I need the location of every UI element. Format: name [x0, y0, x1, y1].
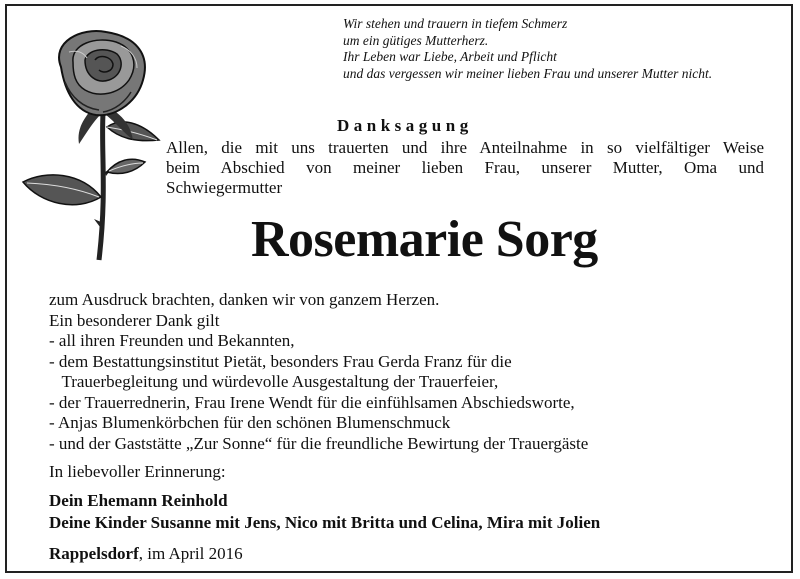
poem-line: um ein gütiges Mutterherz.: [343, 32, 489, 48]
intro-line: Allen, die mit uns trauerten und ihre Anteilnahme in so vielfältiger Weise: [166, 138, 764, 157]
rose-icon: [21, 22, 171, 262]
body-line: - der Trauerrednerin, Frau Irene Wendt für die einfühlsamen Abschiedsworte,: [49, 392, 575, 412]
poem-line: Wir stehen und trauern in tiefem Schmerz: [343, 16, 568, 31]
intro-text: [166, 138, 764, 198]
closing: In liebevoller Erinnerung:: [49, 462, 226, 481]
poem-line: und das vergessen wir meiner lieben Frau und unserer Mutter nicht.: [343, 65, 713, 81]
intro-line: Schwiegermutter: [166, 178, 283, 197]
thanks-body: [49, 290, 769, 454]
deceased-name: Rosemarie Sorg: [251, 211, 598, 268]
body-line: - all ihren Freunden und Bekannten,: [49, 331, 295, 350]
body-line: - und der Gaststätte „Zur Sonne“ für die freundliche Bewirtung der Trauergäste: [49, 433, 589, 453]
body-line: - dem Bestattungsinstitut Pietät, besonders Frau Gerda Franz für die: [49, 351, 512, 371]
poem-line: Ihr Leben war Liebe, Arbeit und Pflicht: [343, 49, 557, 64]
signers: [49, 490, 600, 534]
signer-line: Dein Ehemann Reinhold: [49, 491, 228, 510]
body-line: - Anjas Blumenkörbchen für den schönen Blumenschmuck: [49, 413, 451, 432]
signer-line: Deine Kinder Susanne mit Jens, Nico mit Britta und Celina, Mira mit Jolien: [49, 513, 601, 532]
obituary-notice: [5, 4, 793, 573]
heading: Danksagung: [337, 116, 473, 135]
body-line: zum Ausdruck brachten, danken wir von ganzem Herzen.: [49, 290, 440, 309]
intro-line: beim Abschied von meiner lieben Frau, unserer Mutter, Oma und: [166, 158, 764, 177]
body-line: Ein besonderer Dank gilt: [49, 310, 220, 330]
date: , im April 2016: [138, 544, 243, 563]
place: Rappelsdorf: [49, 544, 139, 563]
body-line: Trauerbegleitung und würdevolle Ausgestaltung der Trauerfeier,: [49, 372, 499, 391]
place-date: [49, 544, 243, 564]
poem: [343, 16, 783, 82]
